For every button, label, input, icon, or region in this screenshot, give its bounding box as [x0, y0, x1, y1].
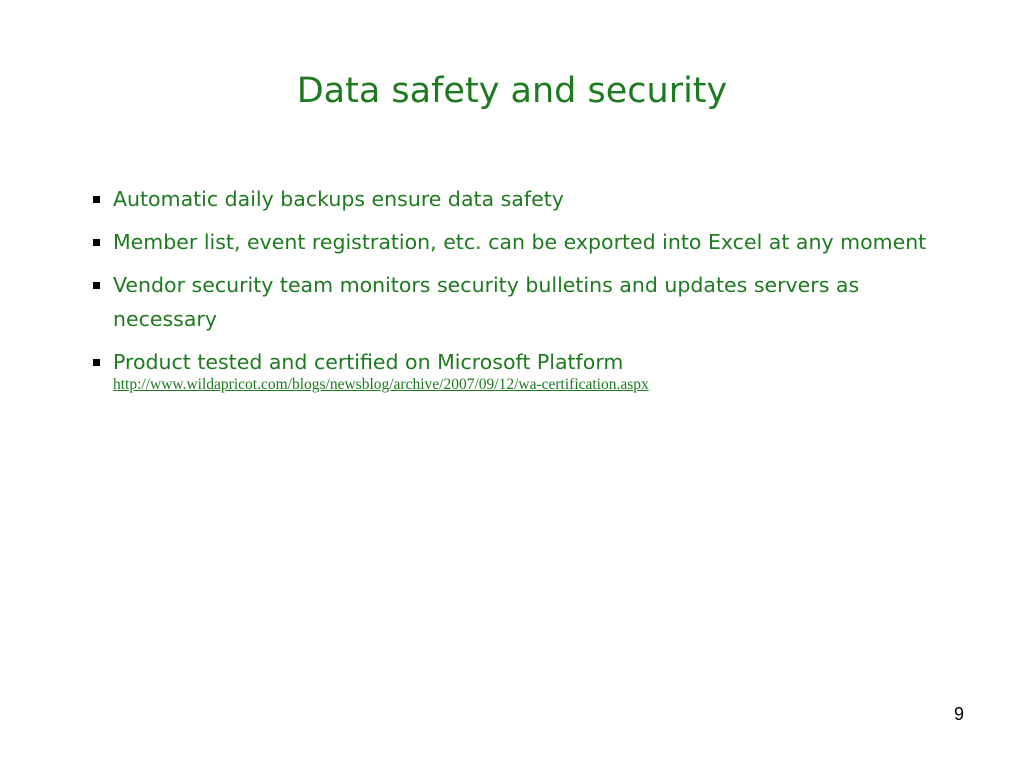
list-item — [60, 225, 960, 259]
certification-link[interactable]: http://www.wildapricot.com/blogs/newsblog/archive/2007/09/12/wa-certification.aspx — [113, 376, 649, 393]
square-bullet-icon — [93, 359, 100, 366]
square-bullet-icon — [93, 239, 100, 246]
list-item — [60, 268, 960, 336]
bullet-text: Automatic daily backups ensure data safety — [113, 187, 564, 211]
list-item — [60, 345, 960, 396]
square-bullet-icon — [93, 282, 100, 289]
bullet-list — [60, 182, 960, 405]
list-item — [60, 182, 960, 216]
square-bullet-icon — [93, 196, 100, 203]
bullet-text: Product tested and certified on Microsoft Platform — [113, 350, 624, 374]
bullet-text: Member list, event registration, etc. can be exported into Excel at any moment — [113, 230, 927, 254]
page-number: 9 — [953, 704, 964, 724]
slide-title: Data safety and security — [296, 71, 728, 111]
bullet-text: Vendor security team monitors security bulletins and updates servers as necessary — [113, 273, 860, 331]
